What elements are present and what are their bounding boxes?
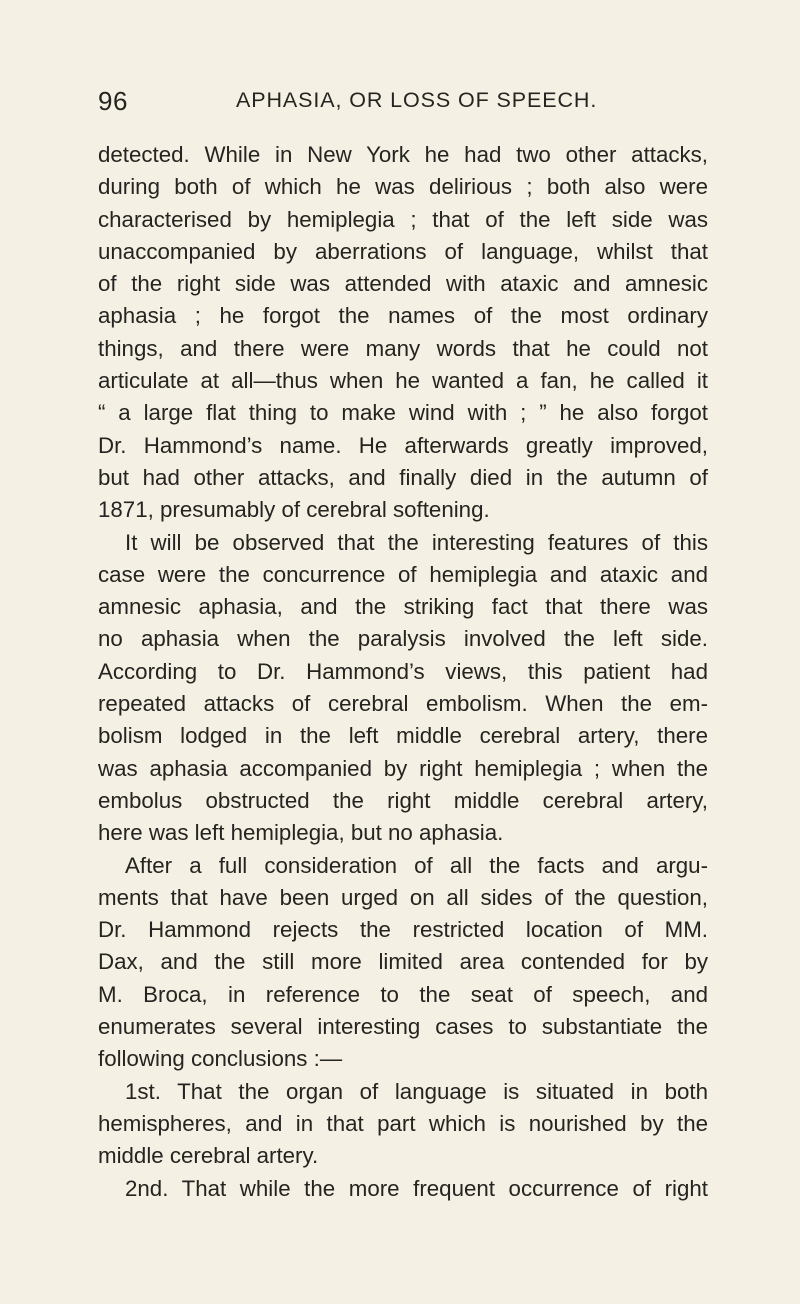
body-text: [98, 139, 708, 1205]
text-line: ments that have been urged on all sides of the question,: [98, 884, 708, 910]
page-number: 96: [98, 86, 128, 116]
text-line: 1st. That the organ of language is situated in both: [125, 1078, 708, 1104]
text-line: hemispheres, and in that part which is nourished by the: [98, 1110, 708, 1136]
text-line: during both of which he was delirious ; both also were: [98, 174, 708, 200]
text-line: repeated attacks of cerebral embolism. When the em-: [98, 691, 708, 717]
text-line: embolus obstructed the right middle cerebral artery,: [98, 787, 708, 813]
text-line: characterised by hemiplegia ; that of the left side was: [98, 206, 708, 232]
text-line: no aphasia when the paralysis involved the left side.: [98, 626, 708, 652]
text-line: of the right side was attended with ataxic and amnesic: [98, 271, 708, 297]
text-line: enumerates several interesting cases to substantiate the: [98, 1014, 708, 1040]
text-line: 2nd. That while the more frequent occurrence of right: [125, 1175, 708, 1201]
text-line: “ a large flat thing to make wind with ; ” he also forgot: [98, 400, 708, 426]
text-line: articulate at all—thus when he wanted a fan, he called it: [98, 368, 708, 394]
text-line: following conclusions :—: [98, 1046, 343, 1072]
text-line: aphasia ; he forgot the names of the most ordinary: [98, 303, 708, 329]
text-line: detected. While in New York he had two other attacks,: [98, 142, 708, 167]
text-line: amnesic aphasia, and the striking fact that there was: [98, 594, 708, 620]
text-line: Dax, and the still more limited area contended for by: [98, 949, 708, 975]
text-line: middle cerebral artery.: [98, 1143, 319, 1169]
text-line: unaccompanied by aberrations of language, whilst that: [98, 238, 708, 264]
text-line: After a full consideration of all the facts and argu-: [125, 852, 708, 878]
text-line: bolism lodged in the left middle cerebral artery, there: [98, 723, 708, 749]
text-line: case were the concurrence of hemiplegia and ataxic and: [98, 561, 708, 587]
text-line: things, and there were many words that he could not: [98, 335, 708, 361]
text-line: but had other attacks, and finally died in the autumn of: [98, 464, 708, 490]
text-line: It will be observed that the interesting features of this: [125, 529, 708, 555]
page-header: [98, 86, 708, 116]
text-line: According to Dr. Hammond’s views, this patient had: [98, 658, 708, 684]
text-line: M. Broca, in reference to the seat of speech, and: [98, 981, 708, 1007]
text-line: here was left hemiplegia, but no aphasia.: [98, 820, 504, 846]
running-title: APHASIA, OR LOSS OF SPEECH.: [236, 88, 598, 112]
text-line: 1871, presumably of cerebral softening.: [98, 497, 490, 523]
text-line: Dr. Hammond rejects the restricted location of MM.: [98, 917, 708, 943]
text-line: was aphasia accompanied by right hemiplegia ; when the: [98, 755, 708, 781]
text-line: Dr. Hammond’s name. He afterwards greatly improved,: [98, 432, 708, 458]
